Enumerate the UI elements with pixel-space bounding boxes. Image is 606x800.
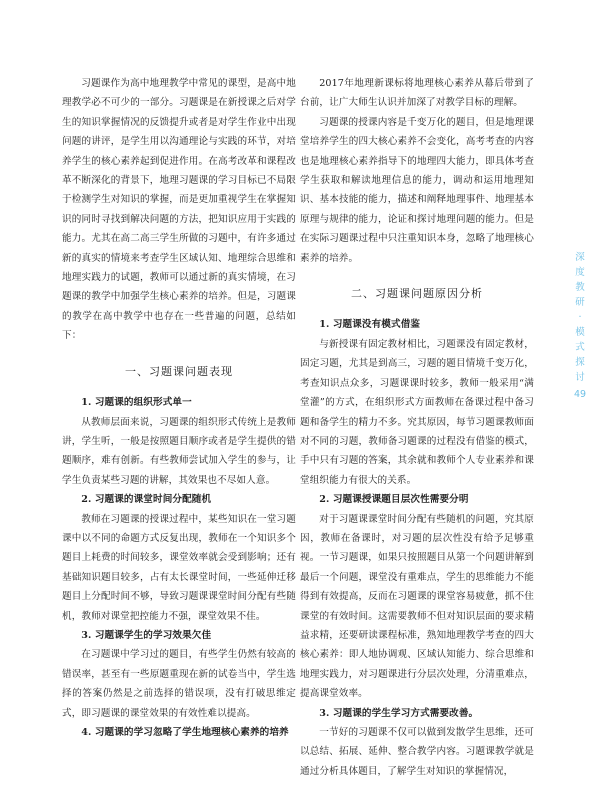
section-title: 一、习题课问题表现 xyxy=(125,364,233,378)
subsection-heading xyxy=(300,704,534,723)
body-paragraph: 教师在习题课的授课过程中，某些知识在一堂习题课中以不同的命题方式反复出现，教师在一个知识多个题目上耗费的时间较多，课堂效率就会受到影响；还有基础知识题目较多，占有太长课堂时间，一些延伸迁移题目上分配时间不够，导致习题课课堂时间分配有些随机，教师对课堂把控能力不强，课堂效果不佳。 xyxy=(62,513,296,622)
intro-paragraph: 2017年地理新课标将地理核心素养从幕后带到了台前，让广大师生认识并加深了对教学目标的理解。 xyxy=(300,78,534,109)
body-paragraph: 在习题课中学习过的题目，有些学生仍然有较高的错误率，甚至有一些原题重现在新的试卷当中，学生选择的答案仍然是之前选择的错误项，没有打破思维定式，即习题课的课堂效果的有效性难以提高。 xyxy=(62,649,296,719)
subsection-heading-text: 3. 习题课学生的学习效果欠佳 xyxy=(81,629,212,641)
side-label-char: 模 xyxy=(575,327,585,338)
side-label-char: 研 xyxy=(575,297,585,308)
side-label-char: 探 xyxy=(575,357,585,368)
subsection-heading xyxy=(62,490,296,509)
subsection-heading-text: 2. 习题课的课堂时间分配随机 xyxy=(81,494,212,506)
subsection-heading-text: 1. 习题课没有模式借鉴 xyxy=(319,319,421,331)
body-paragraph: 从教师层面来说，习题课的组织形式传统上是教师讲，学生听，一般是按照题目顺序或者是学生提供的错题顺序，难有创新。有些教师尝试加入学生的参与，让学生负责某些习题的讲解，其效果也不尽如人意。 xyxy=(62,416,296,486)
subsection-heading-text: 1. 习题课的组织形式单一 xyxy=(81,397,192,409)
subsection-heading-text: 3. 习题课的学生学习方式需要改善。 xyxy=(319,707,479,719)
subsection-heading-text: 2. 习题课授课题目层次性需要分明 xyxy=(319,494,469,506)
section-title: 二、习题课问题原因分析 xyxy=(351,287,483,301)
intro-paragraph: 习题课作为高中地理教学中常见的课型，是高中地理教学必不可少的一部分。习题课是在新授课之后对学生的知识掌握情况的反馈提升或者是对学生作业中出现问题的讲评，是学生用以沟通理论与实践的环节，对培养学生的核心素养起到促进作用。在高考改革和课程改革不断深化的背景下，地理习题课的学习目标已不局限于检测学生对知识的掌握，而是更加重视学生在掌握知识的同时寻找到解决问题的方法，把知识应用于实践的能力。尤其在高二高三学生所做的习题中，有许多通过新的真实的情境来考查学生区域认知、地理综合思维和地理实践力的试题，教师可以通过新的真实情境，在习题课的教学中加强学生核心素养的培养。但是，习题课的教学在高中教学中也存在一些普遍的问题，总结如下： xyxy=(62,78,296,342)
body-paragraph: 对于习题课课堂时间分配有些随机的问题，究其原因，教师在备课时，对习题的层次性没有给予足够重视。一节习题课，如果只按照题目从第一个问题讲解到最后一个问题，课堂没有重难点，学生的思维能力不能得到有效提高，反而在习题课的课堂容易疲惫，抓不住课堂的有效时间。这需要教师不但对知识层面的要求精益求精，还要研读课程标准，熟知地理教学考查的四大核心素养：即人地协调观、区域认知能力、综合思维和地理实践力，对习题课进行分层次处理，分清重难点，提高课堂效率。 xyxy=(300,513,534,700)
body-paragraph: 与新授课有固定教材相比，习题课没有固定教材，固定习题，尤其是到高三，习题的题目情境千变万化，考查知识点众多，习题课课时较多，教师一般采用“满堂灌”的方式，在组织形式方面教师在备课过程中备习题和备学生的精力不多。究其原因，每节习题课教师面对不同的习题，教师备习题课的过程没有借鉴的模式，手中只有习题的答案，其余就和教师个人专业素养和课堂组织能力有很大的关系。 xyxy=(300,338,534,486)
side-section-label xyxy=(571,250,589,402)
page-number: 49 xyxy=(573,389,587,400)
side-label-char: · xyxy=(578,312,582,323)
right-column xyxy=(300,74,534,781)
side-label-char: 度 xyxy=(575,267,585,278)
subsection-heading-text: 4. 习题课的学习忽略了学生地理核心素养的培养 xyxy=(81,727,289,738)
side-label-char: 式 xyxy=(575,342,585,353)
subsection-heading xyxy=(62,626,296,645)
subsection-heading xyxy=(300,490,534,509)
intro-paragraph: 习题课的授课内容是千变万化的题目，但是地理课堂培养学生的四大核心素养不会变化，高考考查的内容也是地理核心素养指导下的地理四大能力，即具体考查学生获取和解读地理信息的能力，调动和运用地理知识、基本技能的能力，描述和阐释地理事件、地理基本原理与规律的能力，论证和探讨地理问题的能力。但是在实际习题课过程中只注重知识本身，忽略了地理核心素养的培养。 xyxy=(300,116,534,264)
subsection-heading xyxy=(62,723,296,742)
side-label-char: 教 xyxy=(575,282,585,293)
subsection-heading xyxy=(62,393,296,412)
side-label-char: 讨 xyxy=(575,372,585,383)
side-label-char: 深 xyxy=(575,252,585,263)
left-column xyxy=(62,74,296,742)
subsection-heading xyxy=(300,315,534,334)
body-paragraph: 一节好的习题课不仅可以做到发散学生思维，还可以总结、拓展、延伸、整合教学内容。习题课教学就是通过分析具体题目，了解学生对知识的掌握情况， xyxy=(300,727,534,777)
